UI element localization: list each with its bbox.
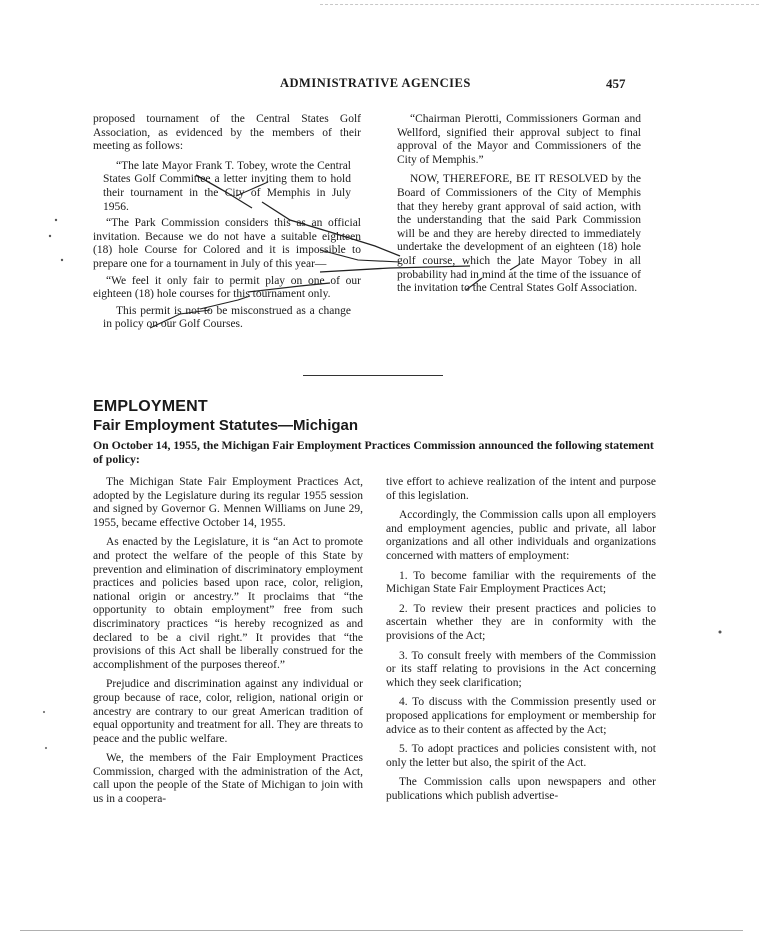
quoted-paragraph: “The late Mayor Frank T. Tobey, wrote the Central States Golf Committee a letter inviting them to hold their tournament in the City of Memphis in July 1956. [103,159,351,213]
ink-speck [49,235,51,237]
paragraph: This permit is not to be misconstrued as a change in policy on our Golf Courses. [103,304,351,331]
lead-statement: On October 14, 1955, the Michigan Fair Employment Practices Commission announced the following statement of policy: [93,438,654,466]
pen-stroke [150,310,210,328]
pen-stroke [262,202,400,256]
pen-stroke [200,296,250,309]
resolution-paragraph: NOW, THEREFORE, BE IT RESOLVED by the Board of Commissioners of the City of Memphis that they hereby grant approval of said action, with the understanding that the said Park Commission will be and they are hereby directed to immediately undertake the development of an eighteen (18) hole golf course, which the late Mayor Tobey in all probability had in mind at the time of the issuance of the invitation to the Central States Golf Association. [397,173,641,295]
quoted-paragraph: “The Park Commission considers this as an official invitation. Because we do not have a suitable eighteen (18) hole Course for Colored and it is impossible to prepare one for a tournament in July of this year— [93,217,361,270]
paragraph: The Commission calls upon newspapers and other publications which publish advertise- [386,776,656,802]
pen-stroke [320,266,470,272]
pen-stroke [466,278,482,290]
paragraph: Prejudice and discrimination against any individual or group because of race, color, religion, national origin or ancestry are contrary to our great American tradition of equal opportunity and treatment for all. They are threats to peace and the public welfare. [93,678,363,745]
section-title: EMPLOYMENT [93,398,208,415]
paragraph: Accordingly, the Commission calls upon all employers and employment agencies, public and private, all labor organizations and all other individuals and organizations concerned with matters of employment: [386,509,656,562]
bottom-right-column [386,476,656,809]
ink-speck [61,259,63,261]
ink-speck [45,747,47,749]
running-head: ADMINISTRATIVE AGENCIES [280,76,471,90]
section-subtitle: Fair Employment Statutes—Michigan [93,417,359,434]
pen-stroke [248,283,330,292]
pen-stroke [510,264,520,270]
list-item: 3. To consult freely with members of the Commission or its staff relating to provisions in the Act concerning which they seek clarification; [386,649,656,689]
paragraph: We, the members of the Fair Employment Practices Commission, charged with the administration of the Act, call upon the people of the State of Michigan to join with us in a coopera- [93,752,363,806]
paragraph: proposed tournament of the Central States Golf Association, as evidenced by the members of their meeting as follows: [93,113,361,153]
list-item: 4. To discuss with the Commission presently used or proposed applications for employment or membership for advice as to their content as affected by the Act; [386,696,656,736]
scan-bottom-edge [20,930,743,931]
list-item: 1. To become familiar with the requirements of the Michigan State Fair Employment Practices Act; [386,569,656,596]
section-separator [303,375,443,376]
paragraph: tive effort to achieve realization of the intent and purpose of this legislation. [386,476,656,502]
page-number: 457 [606,76,626,91]
quoted-paragraph: “Chairman Pierotti, Commissioners Gorman and Wellford, signified their approval subject to final approval of the Mayor and Commissioners of the City of Memphis.” [397,113,641,166]
ink-speck [43,711,45,713]
ink-speck [719,631,722,634]
quoted-paragraph: “We feel it only fair to permit play on one of our eighteen (18) hole courses for this tournament only. [93,274,361,301]
pen-stroke [236,182,268,196]
pen-stroke [196,175,252,208]
list-item: 2. To review their present practices and policies to ascertain whether they are in conformity with the provisions of the Act; [386,602,656,642]
bottom-left-column [93,476,363,813]
paragraph: As enacted by the Legislature, it is “an Act to promote and protect the welfare of the people of this State by prevention and elimination of discriminatory employment practices and policies based upon race, color, religion, national origin or ancestry.” It proclaims that “the opportunity to obtain employment” free from such discriminatory practices “is hereby recognized as and declared to be a civil right.” It provides that “the provisions of this Act shall be liberally construed for the accomplishment of the purposes thereof.” [93,536,363,671]
paragraph: The Michigan State Fair Employment Practices Act, adopted by the Legislature during its regular 1955 session and signed by Governor G. Mennen Williams on June 29, 1955, became effective October 14, 1955. [93,476,363,529]
ink-speck [55,219,57,221]
list-item: 5. To adopt practices and policies consistent with, not only the letter but also, the spirit of the Act. [386,743,656,769]
